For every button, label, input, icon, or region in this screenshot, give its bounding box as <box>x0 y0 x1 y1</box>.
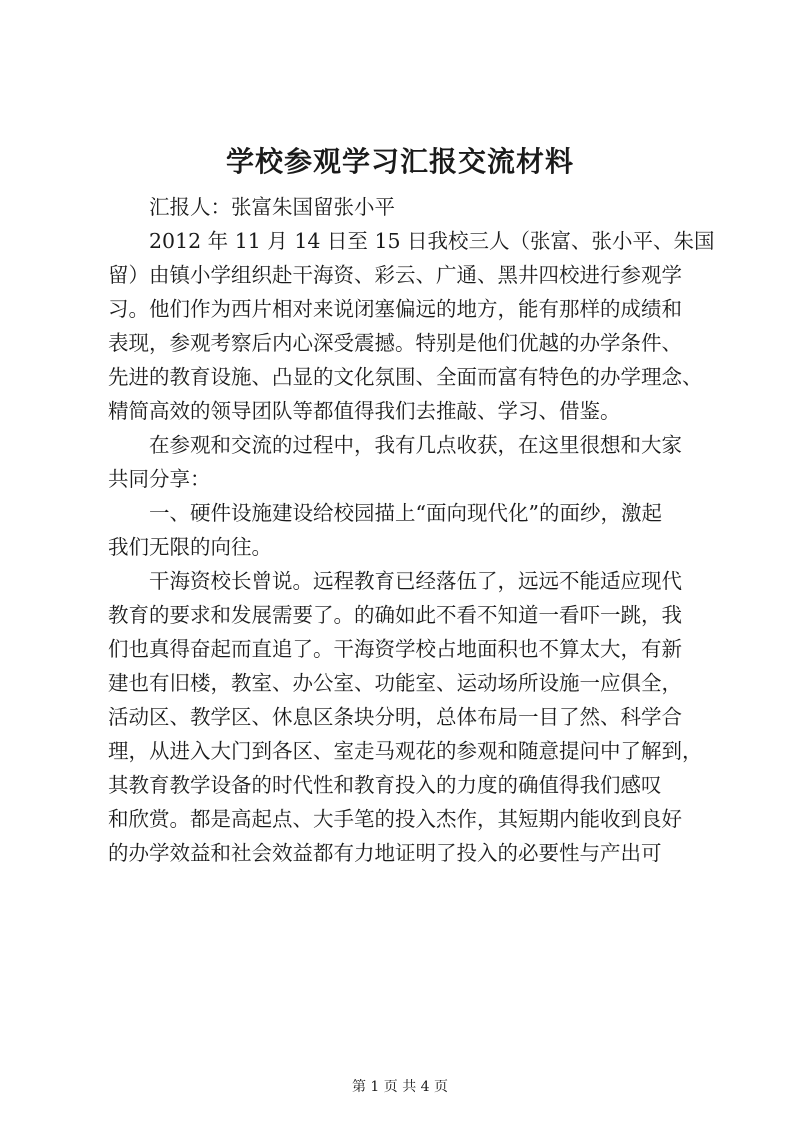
reporter-line: 汇报人：张富朱国留张小平 <box>149 195 395 219</box>
paragraph-line: 的办学效益和社会效益都有力地证明了投入的必要性与产出可 <box>108 841 662 865</box>
paragraph-line: 在参观和交流的过程中，我有几点收获，在这里很想和大家 <box>149 433 682 457</box>
paragraph-line: 活动区、教学区、休息区条块分明，总体布局一目了然、科学合 <box>108 705 682 729</box>
paragraph-line: 习。他们作为西片相对来说闭塞偏远的地方，能有那样的成绩和 <box>108 297 682 321</box>
document-title: 学校参观学习汇报交流材料 <box>225 145 574 178</box>
paragraph-line: 教育的要求和发展需要了。的确如此不看不知道一看吓一跳，我 <box>108 603 682 627</box>
paragraph-line: 先进的教育设施、凸显的文化氛围、全面而富有特色的办学理念、 <box>108 365 703 389</box>
paragraph-1 <box>108 224 718 428</box>
paragraph-line: 精简高效的领导团队等都值得我们去推敲、学习、借鉴。 <box>108 399 621 423</box>
paragraph-line: 一、硬件设施建设给校园描上“面向现代化”的面纱，激起 <box>149 501 662 525</box>
paragraph-line: 留）由镇小学组织赴干海资、彩云、广通、黑井四校进行参观学 <box>108 263 682 287</box>
paragraph-line: 们也真得奋起而直追了。干海资学校占地面积也不算太大，有新 <box>108 637 682 661</box>
paragraph-line: 表现，参观考察后内心深受震撼。特别是他们优越的办学条件、 <box>108 331 682 355</box>
paragraph-4 <box>108 564 718 870</box>
paragraph-line: 理，从进入大门到各区、室走马观花的参观和随意提问中了解到， <box>108 739 703 763</box>
paragraph-line: 建也有旧楼，教室、办公室、功能室、运动场所设施一应俱全， <box>108 671 682 695</box>
document-body <box>108 190 718 870</box>
paragraph-line: 干海资校长曾说。远程教育已经落伍了，远远不能适应现代 <box>149 569 682 593</box>
paragraph-line: 我们无限的向往。 <box>108 535 272 559</box>
paragraph-2 <box>108 428 718 496</box>
paragraph-line: 其教育教学设备的时代性和教育投入的力度的确值得我们感叹 <box>108 773 662 797</box>
paragraph-line: 共同分享： <box>108 467 211 491</box>
paragraph-line: 和欣赏。都是高起点、大手笔的投入杰作，其短期内能收到良好 <box>108 807 682 831</box>
paragraph-line: 2012 年 11 月 14 日至 15 日我校三人（张富、张小平、朱国 <box>149 229 715 253</box>
paragraph-3-heading <box>108 496 718 564</box>
page-footer: 第 1 页 共 4 页 <box>351 1079 449 1095</box>
